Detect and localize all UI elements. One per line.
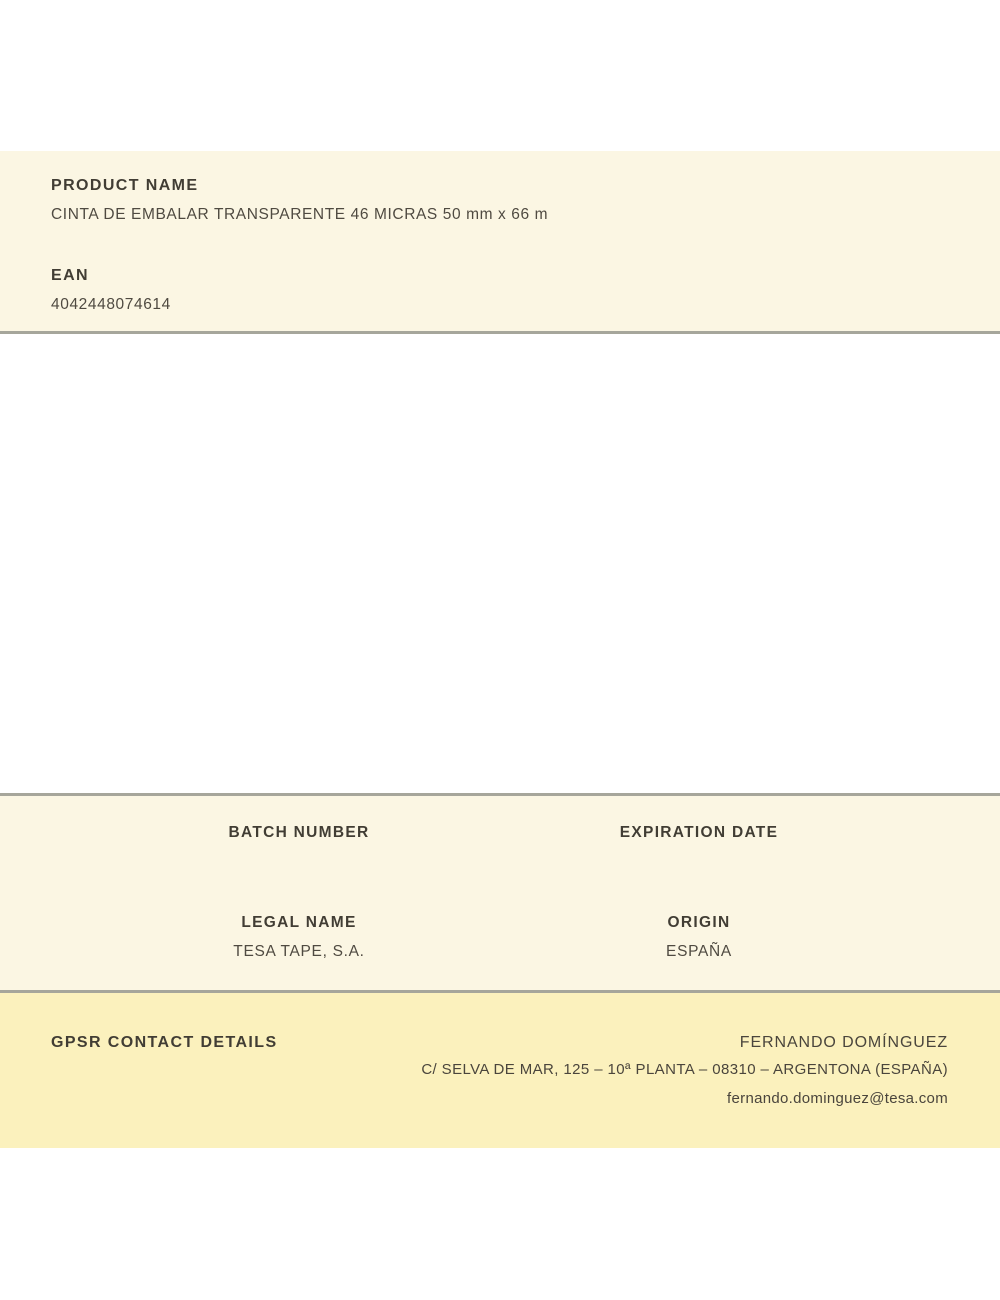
batch-legal-section — [0, 793, 1000, 993]
gpsr-contact-title: GPSR CONTACT DETAILS — [51, 1034, 278, 1051]
legal-name-value: TESA TAPE, S.A. — [233, 943, 365, 960]
origin-value: ESPAÑA — [666, 943, 732, 960]
batch-number-label: BATCH NUMBER — [228, 824, 370, 841]
ean-value: 4042448074614 — [51, 296, 171, 313]
gpsr-contact-name: FERNANDO DOMÍNGUEZ — [739, 1034, 948, 1051]
product-info-section — [0, 151, 1000, 334]
product-name-value: CINTA DE EMBALAR TRANSPARENTE 46 MICRAS 50 mm x 66 m — [51, 206, 549, 223]
gpsr-contact-email: fernando.dominguez@tesa.com — [727, 1090, 948, 1107]
expiration-date-label: EXPIRATION DATE — [619, 824, 779, 841]
gpsr-contact-section — [0, 993, 1000, 1148]
gpsr-contact-address: C/ SELVA DE MAR, 125 – 10ª PLANTA – 08310 – ARGENTONA (ESPAÑA) — [421, 1061, 948, 1078]
legal-name-label: LEGAL NAME — [241, 914, 357, 931]
product-name-label: PRODUCT NAME — [51, 177, 199, 194]
origin-label: ORIGIN — [667, 914, 731, 931]
ean-label: EAN — [51, 267, 89, 284]
